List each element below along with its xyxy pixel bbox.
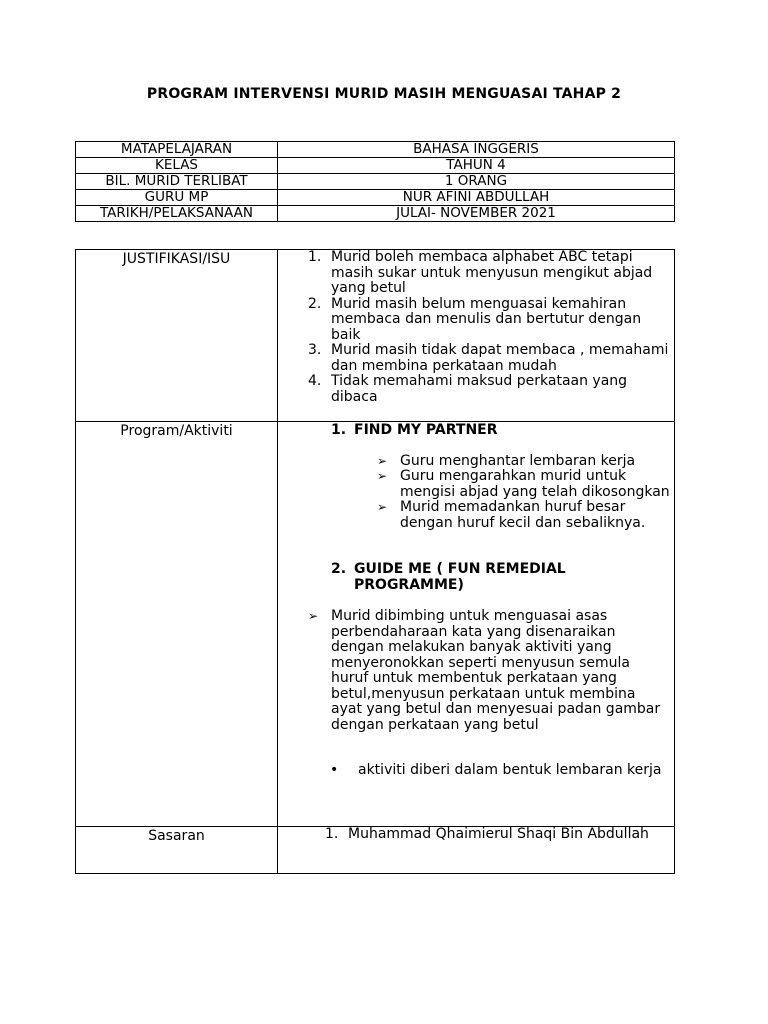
table-row <box>76 158 675 174</box>
item-number: 4. <box>308 373 322 389</box>
item-number: 1. <box>308 249 322 265</box>
arrow-bullet-icon: ➢ <box>377 453 388 468</box>
item-number: 2. <box>308 295 322 312</box>
bullet-item <box>278 763 674 779</box>
list-item <box>278 827 674 843</box>
table-row <box>76 206 675 222</box>
item-text: Murid masih tidak dapat membaca , memahami dan membina perkataan mudah <box>331 342 669 374</box>
activity-1-list <box>278 454 674 532</box>
row-value: TAHUN 4 <box>278 158 675 174</box>
heading-text: GUIDE ME ( FUN REMEDIAL PROGRAMME) <box>354 561 566 593</box>
list-item <box>278 609 668 733</box>
item-number: 3. <box>308 342 322 358</box>
justifikasi-list <box>278 250 674 405</box>
row-label: GURU MP <box>76 190 278 206</box>
row-value: NUR AFINI ABDULLAH <box>278 190 675 206</box>
sasaran-label: Sasaran <box>148 828 205 844</box>
program-label: Program/Aktiviti <box>120 423 233 439</box>
program-table <box>75 249 675 874</box>
arrow-bullet-icon: ➢ <box>377 469 388 483</box>
justifikasi-content <box>278 250 675 422</box>
program-content <box>278 422 675 827</box>
document-title: PROGRAM INTERVENSI MURID MASIH MENGUASAI TAHAP 2 <box>146 86 622 102</box>
arrow-bullet-icon: ➢ <box>377 500 388 514</box>
row-label: BIL. MURID TERLIBAT <box>76 174 278 190</box>
heading-number: 1. <box>331 422 347 438</box>
list-item <box>278 469 674 500</box>
activity-heading-2 <box>278 562 674 593</box>
item-number: 1. <box>325 826 339 842</box>
item-text: Murid memadankan huruf besar dengan huruf kecil dan sebaliknya. <box>400 499 646 531</box>
bullet-dot-icon: • <box>330 762 339 778</box>
item-text: Muhammad Qhaimierul Shaqi Bin Abdullah <box>348 826 649 842</box>
justifikasi-label: JUSTIFIKASI/ISU <box>122 251 231 267</box>
list-item <box>278 343 674 374</box>
row-value: JULAI- NOVEMBER 2021 <box>278 206 675 222</box>
list-item <box>278 454 674 470</box>
table-row-sasaran <box>76 827 675 874</box>
item-text: Tidak memahami maksud perkataan yang dibaca <box>331 373 628 405</box>
list-item <box>278 250 674 297</box>
item-text: Murid masih belum menguasai kemahiran membaca dan menulis dan bertutur dengan baik <box>331 295 642 343</box>
list-item <box>278 297 674 344</box>
info-table <box>75 141 675 222</box>
row-label: KELAS <box>76 158 278 174</box>
row-label: TARIKH/PELAKSANAAN <box>76 206 278 222</box>
row-label: MATAPELAJARAN <box>76 142 278 158</box>
table-row-program <box>76 422 675 827</box>
activity-heading-1 <box>278 423 674 439</box>
item-text: Guru menghantar lembaran kerja <box>400 452 636 469</box>
heading-number: 2. <box>331 561 347 577</box>
heading-text: FIND MY PARTNER <box>354 422 498 438</box>
list-item <box>278 500 674 531</box>
program-label-cell <box>76 422 278 827</box>
list-item <box>278 374 674 405</box>
row-value: 1 ORANG <box>278 174 675 190</box>
table-row <box>76 142 675 158</box>
sasaran-label-cell <box>76 827 278 874</box>
activity-2-list <box>278 609 674 733</box>
item-text: aktiviti diberi dalam bentuk lembaran kerja <box>358 762 662 778</box>
sasaran-list <box>278 827 674 843</box>
item-text: Guru mengarahkan murid untuk mengisi abjad yang telah dikosongkan <box>400 468 670 500</box>
row-value: BAHASA INGGERIS <box>278 142 675 158</box>
justifikasi-label-cell <box>76 250 278 422</box>
table-row <box>76 174 675 190</box>
item-text: Murid boleh membaca alphabet ABC tetapi masih sukar untuk menyusun mengikut abjad yang betul <box>331 249 653 296</box>
item-text: Murid dibimbing untuk menguasai asas perbendaharaan kata yang disenaraikan dengan melakukan banyak aktiviti yang menyeronokkan seperti menyusun semula huruf untuk membentuk perkataan yang betul,menyusun perkataan untuk membina ayat yang betul dan menyesuai padan gambar dengan perkataan yang betul <box>331 608 661 733</box>
sasaran-content <box>278 827 675 874</box>
arrow-bullet-icon: ➢ <box>308 609 319 623</box>
table-row-justifikasi <box>76 250 675 422</box>
table-row <box>76 190 675 206</box>
